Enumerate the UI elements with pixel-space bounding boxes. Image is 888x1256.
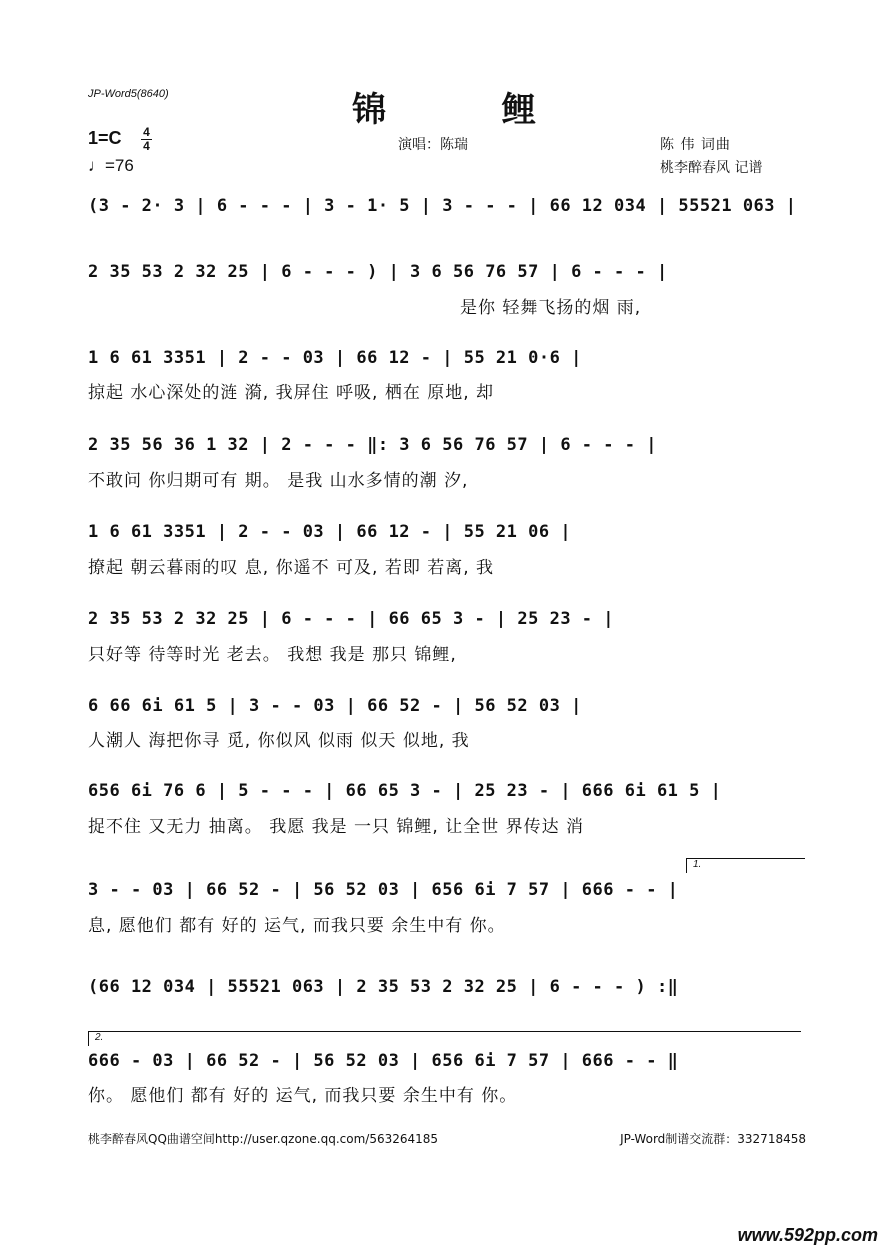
score-line-5-lyrics: 撩起 朝云暮雨的叹 息, 你遥不 可及, 若即 若离, 我: [88, 558, 495, 578]
score-line-2-notes: 2 35 53 2 32 25 | 6 - - - ) | 3 6 56 76 57 | 6 - - - |: [88, 262, 668, 282]
score-line-4-lyrics: 不敢问 你归期可有 期。 是我 山水多情的潮 汐,: [88, 471, 469, 491]
app-version: JP-Word5(8640): [88, 88, 169, 100]
time-signature: [141, 127, 152, 152]
first-ending-bracket: [686, 858, 805, 873]
score-line-7-notes: 6 66 6i 61 5 | 3 - - 03 | 66 52 - | 56 52 03 |: [88, 696, 582, 716]
footer-qzone-link: 桃李醉春风QQ曲谱空间http://user.qzone.qq.com/563264185: [88, 1132, 439, 1146]
second-ending-bracket: [88, 1031, 801, 1046]
score-line-9-lyrics: 息, 愿他们 都有 好的 运气, 而我只要 余生中有 你。: [88, 916, 506, 936]
score-line-6-lyrics: 只好等 待等时光 老去。 我想 我是 那只 锦鲤,: [88, 645, 457, 665]
score-line-11-lyrics: 你。 愿他们 都有 好的 运气, 而我只要 余生中有 你。: [88, 1086, 518, 1106]
score-line-11-notes: 666 - 03 | 66 52 - | 56 52 03 | 656 6i 7 57 | 666 - - ‖: [88, 1051, 679, 1071]
transcriber-credit: 桃李醉春风 记谱: [660, 160, 763, 176]
score-line-5-notes: 1 6 61 3351 | 2 - - 03 | 66 12 - | 55 21 06 |: [88, 522, 572, 542]
singer-credit: 演唱：陈瑞: [398, 137, 468, 153]
score-line-9-notes: 3 - - 03 | 66 52 - | 56 52 03 | 656 6i 7 57 | 666 - - |: [88, 880, 679, 900]
score-line-3-notes: 1 6 61 3351 | 2 - - 03 | 66 12 - | 55 21 0·6 |: [88, 348, 582, 368]
score-line-10-notes: (66 12 034 | 55521 063 | 2 35 53 2 32 25 | 6 - - - ) :‖: [88, 977, 679, 997]
key-signature: 1=C: [88, 128, 122, 148]
tempo-mark: ♩=76: [88, 156, 134, 175]
second-ending-label: 2.: [95, 1032, 104, 1043]
site-watermark: www.592pp.com: [737, 1225, 878, 1245]
score-line-8-notes: 656 6i 76 6 | 5 - - - | 66 65 3 - | 25 23 - | 666 6i 61 5 |: [88, 781, 722, 801]
time-bottom: 4: [143, 139, 150, 153]
score-line-4-notes: 2 35 56 36 1 32 | 2 - - - ‖: 3 6 56 76 57 | 6 - - - |: [88, 435, 657, 455]
song-title: 锦 鲤: [352, 90, 588, 130]
footer-group-info: JP-Word制谱交流群：332718458: [620, 1132, 806, 1146]
score-line-6-notes: 2 35 53 2 32 25 | 6 - - - | 66 65 3 - | 25 23 - |: [88, 609, 615, 629]
first-ending-label: 1.: [693, 859, 702, 870]
time-top: 4: [143, 125, 150, 139]
score-line-1-notes: (3 - 2· 3 | 6 - - - | 3 - 1· 5 | 3 - - - | 66 12 034 | 55521 063 |: [88, 196, 797, 216]
score-line-3-lyrics: 掠起 水心深处的涟 漪, 我屏住 呼吸, 栖在 原地, 却: [88, 383, 495, 403]
score-line-8-lyrics: 捉不住 又无力 抽离。 我愿 我是 一只 锦鲤, 让全世 界传达 消: [88, 817, 585, 837]
score-line-7-lyrics: 人潮人 海把你寻 觅, 你似风 似雨 似天 似地, 我: [88, 731, 470, 751]
score-line-2-lyrics: 是你 轻舞飞扬的烟 雨,: [460, 298, 642, 318]
lyricist-composer-credit: 陈 伟 词曲: [660, 137, 731, 153]
